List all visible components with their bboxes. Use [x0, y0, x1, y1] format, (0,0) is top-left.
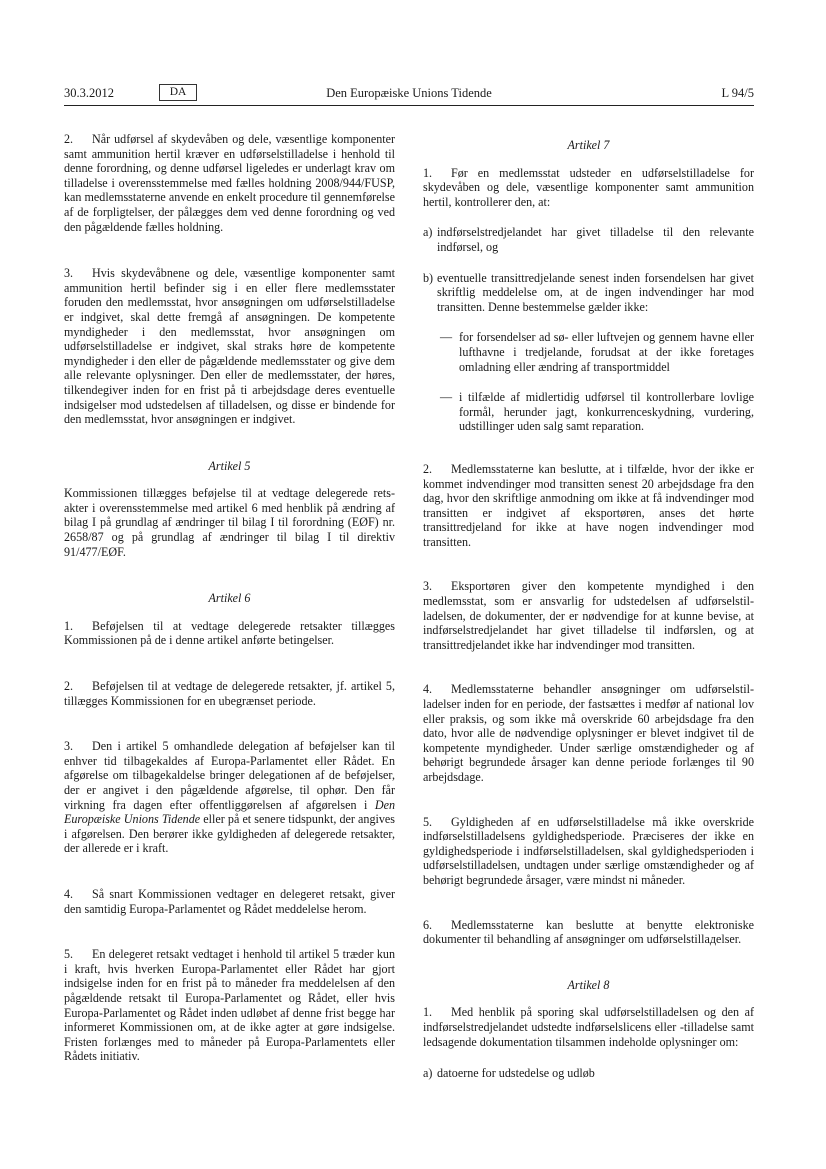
header-rule [64, 105, 754, 106]
publication-date: 30.3.2012 [64, 86, 114, 100]
language-badge: DA [159, 84, 197, 101]
art7-b-dash-1: — for forsendelser ad sø- eller luftvejen og gennem havne eller lufthavne i tredjelande, forudsat at der ikke foretages omladning eller ændring af transportmiddel [440, 330, 754, 374]
journal-name-italic: Den Europæiske Unions Tidende [64, 797, 395, 827]
page-header [64, 86, 754, 104]
art8-item-a: a) datoerne for udstedelse og udløb [423, 1066, 595, 1081]
right-column [423, 132, 754, 1081]
para-number: 2. [64, 132, 74, 146]
article-6-heading: Artikel 6 [208, 591, 251, 606]
art7-b-dash-2: — i tilfælde af midlertidig udførsel til kontrollerbare lovlige formål, herunder jagt, konkurrenceskydning, vurdering, udstillinger uden salg samt reparation. [440, 390, 754, 434]
art5-text: Kommissionen tillægges beføjelse til at vedtage delegerede retsakter i overensstemmelse med artikel 6 med henblik på ændring af bilag I på grundlag af ændringer til bilag I til forordning (EØF) nr. 2658/87 og på grundlag af ændringer til bilag I til direktiv 91/477/EØF. [64, 486, 395, 559]
art6-paragraph-2: 2. Beføjelsen til at vedtage de delegerede retsakter, jf. artikel 5, tillægges Kommissionen for en ubegrænset periode. [64, 679, 395, 708]
art7-item-a: a) indførselstredjelandet har givet tilladelse til den relevante indførsel, og [423, 225, 754, 254]
art6-paragraph-3: 3. Den i artikel 5 omhandlede delegation af beføjelser kan til enhver tid tilbagekaldes af Europa-Parlamentet eller Rådet. En afgørelse om tilbagekaldelse bringer delegationen af de beføjelser, der er angivet i den pågældende afgørelse, til ophør. Den får virkning fra dagen efter offentliggørelsen af afgørelsen i Den Europæiske Unions Tidende eller på et senere tidspunkt, der angives i afgørelsen. Den berører ikke gyldigheden af delegerede retsakter, der allerede er i kraft. [64, 739, 395, 856]
art6-paragraph-4: 4. Så snart Kommissionen vedtager en delegeret retsakt, giver den samtidig Europa-Parlamentet og Rådet meddelelse herom. [64, 886, 395, 916]
article-7-heading: Artikel 7 [567, 138, 610, 152]
art7-paragraph-3: 3. Eksportøren giver den kompetente myndighed i den medlemsstat, som er ansvarlig for udstedelsen af udførselstilladelsen, de dokumenter, der er nødvendige for at kunne bevise, at indførselstredjelandet har givet tilladelse til indførslen, og at transittredjelandet ikke har indvendinger mod transitten. [423, 579, 754, 652]
art7-paragraph-2: 2. Medlemsstaterne kan beslutte, at i tilfælde, hvor der ikke er kommet indvendinger mod transitten senest 20 arbejdsdage fra den dag, hvor den skriftlige anmodning om ikke at få indvendinger mod transitten er indgivet af eksportøren, anses det hørte transittredjeland for ikke at have nogen indvendinger mod transitten. [423, 461, 754, 549]
art7-paragraph-1: 1. Før en medlemsstat udsteder en udførselstilladelse for skydevåben og dele, væsentlige komponenter samt ammunition hertil, kontrollerer den, at: [423, 165, 754, 209]
journal-title: Den Europæiske Unions Tidende [326, 86, 492, 100]
page-number: L 94/5 [721, 86, 754, 100]
art7-item-b: b) eventuelle transittredjelande senest inden forsendelsen har givet skriftlig meddelelse om, at de ingen indvendinger har mod transitten. Denne bestemmelse gælder ikke: [423, 270, 754, 314]
art7-paragraph-6: 6. Medlemsstaterne kan beslutte at benytte elektroniske dokumenter til behandling af ansøgninger om udførselstillадelser. [423, 917, 754, 947]
art7-paragraph-5: 5. Gyldigheden af en udførselstilladelse må ikke overskride indførselstilladelsens gyldighedsperiode. Præciseres der ikke en gyldighedsperiode i indførselstilladelsen, skal gyldighedsperioden i udførselstilladelsen, undtagen under særlige omstændigheder og af behørigt begrundede årsager, være mindst ni måneder. [423, 814, 754, 887]
art4-paragraph-2: 2. Når udførsel af skydevåben og dele, væsentlige komponenter samt ammunition hertil kræver en udførselstilladelse i henhold til denne forordning, og denne udførsel ligeledes er underlagt krav om tilladelse i overensstemmelse med fælles holdning 2008/944/FUSP, kan medlemsstaterne anvende en enkelt procedure til gennemførelse af de forpligtelser, der pålægges dem ved denne forordning og ved den pågældende fælles holdning. [64, 132, 395, 234]
left-column [64, 132, 395, 1064]
art6-paragraph-1: 1. Beføjelsen til at vedtage delegerede retsakter tillægges Kommissionen på de i denne artikel anførte betingelser. [64, 618, 395, 648]
art7-paragraph-4: 4. Medlemsstaterne behandler ansøgninger om udførselstilladelser inden for en periode, der fastsættes i medfør af national lov eller praksis, og som ikke må overskride 60 arbejdsdage fra den dato, hvor alle de nødvendige oplysninger er blevet indgivet til de kompetente myndigheder. Under særlige omstændigheder og af behørigt begrundede årsager kan denne periode forlænges til 90 arbejdsdage. [423, 682, 754, 784]
para-number: 3. [64, 266, 74, 281]
art4-paragraph-3: 3. Hvis skydevåbnene og dele, væsentlige komponenter samt ammunition hertil befinder sig i en eller flere medlemsstater foruden den medlemsstat, hvor ansøgningen om udførselstilladelse er indgivet, skal dette fremgå af ansøgningen. De kompetente myndigheder i den medlemsstat, hvor ansøgningen om udførselstilladelse er indgivet, skal straks høre de kompetente myndigheder i den eller de pågældende medlemsstater og give dem alle relevante oplysninger. Den eller de medlemsstater, der høres, tilkendegiver inden for en frist på ti arbejdsdage deres eventuelle indsigelser mod udstedelsen af tilladelsen, og disse er bindende for den medlemsstat, hvor ansøgningen er indgivet. [64, 266, 395, 427]
art8-paragraph-1: 1. Med henblik på sporing skal udførselstilladelsen og den af indførselstredjelandet udstedte indførselslicens eller -tilladelse samt ledsagende dokumentation tilsammen indeholde oplysninger om: [423, 1005, 754, 1049]
art6-paragraph-5: 5. En delegeret retsakt vedtaget i henhold til artikel 5 træder kun i kraft, hvis hverken Europa-Parlamentet eller Rådet har gjort indsigelse inden for en frist på to måneder fra meddelelsen af den pågældende retsakt til Europa-Parlamentet og Rådet, eller hvis Europa-Parlamentet og Rådet inden udløbet af denne frist begge har informeret Kommissionen om, at de ikke agter at gøre indsigelse. Fristen forlænges med to måneder på Europa-Parlamentets eller Rådets initiativ. [64, 947, 395, 1064]
article-5-heading: Artikel 5 [208, 458, 251, 473]
article-8-heading: Artikel 8 [567, 977, 610, 992]
